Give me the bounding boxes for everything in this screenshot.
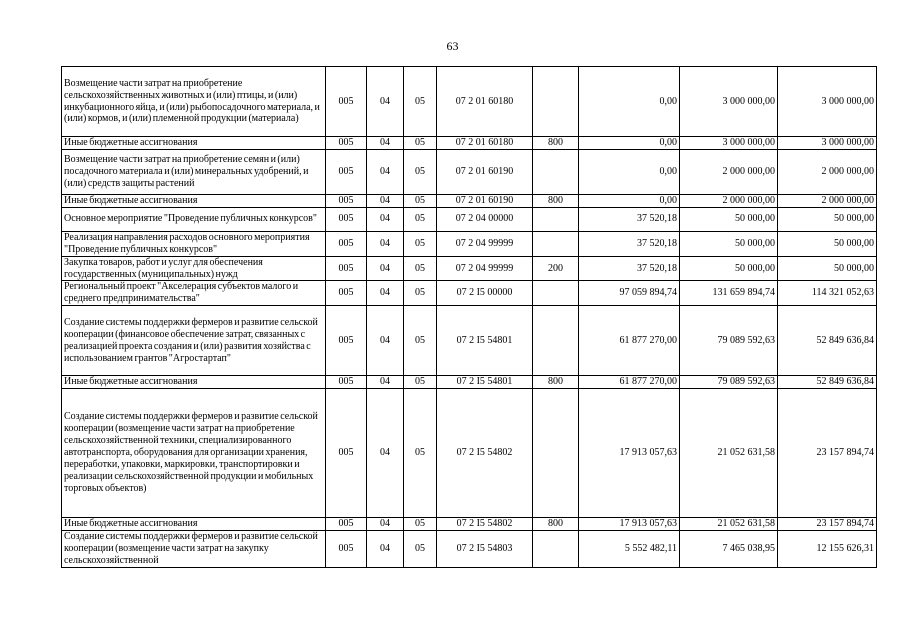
amount-year3-cell: 50 000,00 bbox=[778, 256, 877, 281]
amount-year1-cell: 0,00 bbox=[579, 194, 680, 207]
admin-code-cell: 005 bbox=[326, 137, 367, 150]
section-code-cell: 04 bbox=[367, 137, 404, 150]
table-row bbox=[62, 389, 877, 518]
admin-code-cell: 005 bbox=[326, 376, 367, 389]
subsection-code-cell: 05 bbox=[404, 256, 437, 281]
target-article-cell: 07 2 I5 54801 bbox=[437, 376, 533, 389]
target-article-cell: 07 2 I5 54802 bbox=[437, 518, 533, 531]
subsection-code-cell: 05 bbox=[404, 518, 437, 531]
page-number: 63 bbox=[446, 39, 459, 53]
expense-type-cell bbox=[533, 281, 579, 306]
admin-code-cell: 005 bbox=[326, 207, 367, 231]
expense-type-cell bbox=[533, 306, 579, 376]
amount-year3-cell: 12 155 626,31 bbox=[778, 531, 877, 568]
amount-year1-cell: 17 913 057,63 bbox=[579, 518, 680, 531]
budget-table bbox=[61, 66, 877, 568]
amount-year1-cell: 5 552 482,11 bbox=[579, 531, 680, 568]
amount-year2-cell: 21 052 631,58 bbox=[680, 518, 778, 531]
amount-year2-cell: 3 000 000,00 bbox=[680, 137, 778, 150]
expense-type-cell: 800 bbox=[533, 376, 579, 389]
admin-code-cell: 005 bbox=[326, 306, 367, 376]
section-code-cell: 04 bbox=[367, 281, 404, 306]
amount-year1-cell: 0,00 bbox=[579, 137, 680, 150]
amount-year3-cell: 52 849 636,84 bbox=[778, 376, 877, 389]
table-row bbox=[62, 256, 877, 281]
expense-type-cell: 800 bbox=[533, 194, 579, 207]
admin-code-cell: 005 bbox=[326, 389, 367, 518]
amount-year2-cell: 21 052 631,58 bbox=[680, 389, 778, 518]
admin-code-cell: 005 bbox=[326, 256, 367, 281]
target-article-cell: 07 2 01 60180 bbox=[437, 67, 533, 137]
amount-year1-cell: 37 520,18 bbox=[579, 231, 680, 256]
table-row bbox=[62, 518, 877, 531]
target-article-cell: 07 2 I5 54803 bbox=[437, 531, 533, 568]
amount-year1-cell: 97 059 894,74 bbox=[579, 281, 680, 306]
table-row bbox=[62, 207, 877, 231]
section-code-cell: 04 bbox=[367, 306, 404, 376]
subsection-code-cell: 05 bbox=[404, 531, 437, 568]
table-row bbox=[62, 149, 877, 194]
row-name-cell: Иные бюджетные ассигнования bbox=[62, 376, 326, 389]
amount-year2-cell: 79 089 592,63 bbox=[680, 376, 778, 389]
target-article-cell: 07 2 I5 54801 bbox=[437, 306, 533, 376]
subsection-code-cell: 05 bbox=[404, 149, 437, 194]
subsection-code-cell: 05 bbox=[404, 376, 437, 389]
target-article-cell: 07 2 01 60180 bbox=[437, 137, 533, 150]
section-code-cell: 04 bbox=[367, 518, 404, 531]
table-row bbox=[62, 531, 877, 568]
subsection-code-cell: 05 bbox=[404, 207, 437, 231]
amount-year3-cell: 114 321 052,63 bbox=[778, 281, 877, 306]
admin-code-cell: 005 bbox=[326, 231, 367, 256]
amount-year2-cell: 79 089 592,63 bbox=[680, 306, 778, 376]
expense-type-cell: 800 bbox=[533, 137, 579, 150]
subsection-code-cell: 05 bbox=[404, 306, 437, 376]
subsection-code-cell: 05 bbox=[404, 231, 437, 256]
section-code-cell: 04 bbox=[367, 231, 404, 256]
amount-year3-cell: 3 000 000,00 bbox=[778, 67, 877, 137]
section-code-cell: 04 bbox=[367, 207, 404, 231]
amount-year1-cell: 37 520,18 bbox=[579, 256, 680, 281]
amount-year1-cell: 0,00 bbox=[579, 149, 680, 194]
table-row bbox=[62, 281, 877, 306]
target-article-cell: 07 2 04 99999 bbox=[437, 256, 533, 281]
row-name-cell: Иные бюджетные ассигнования bbox=[62, 137, 326, 150]
amount-year2-cell: 50 000,00 bbox=[680, 231, 778, 256]
row-name-cell: Создание системы поддержки фермеров и развитие сельской кооперации (финансовое обеспечение затрат, связанных с реализацией проекта создания и (или) развития хозяйства с использованием грантов "Агростартап" bbox=[62, 306, 326, 376]
row-name-cell: Создание системы поддержки фермеров и развитие сельской кооперации (возмещение части затрат на приобретение сельскохозяйственной техники, специализированного автотранспорта, оборудования для организации хранения, переработки, упаковки, маркировки, транспортировки и реализации сельскохозяйственной продукции и мобильных торговых объектов) bbox=[62, 389, 326, 518]
admin-code-cell: 005 bbox=[326, 67, 367, 137]
amount-year1-cell: 17 913 057,63 bbox=[579, 389, 680, 518]
expense-type-cell bbox=[533, 531, 579, 568]
target-article-cell: 07 2 I5 00000 bbox=[437, 281, 533, 306]
row-name-cell: Закупка товаров, работ и услуг для обеспечения государственных (муниципальных) нужд bbox=[62, 256, 326, 281]
amount-year1-cell: 37 520,18 bbox=[579, 207, 680, 231]
admin-code-cell: 005 bbox=[326, 531, 367, 568]
section-code-cell: 04 bbox=[367, 67, 404, 137]
amount-year3-cell: 2 000 000,00 bbox=[778, 149, 877, 194]
amount-year3-cell: 50 000,00 bbox=[778, 207, 877, 231]
table-body bbox=[62, 67, 877, 568]
row-name-cell: Региональный проект "Акселерация субъектов малого и среднего предпринимательства" bbox=[62, 281, 326, 306]
row-name-cell: Создание системы поддержки фермеров и развитие сельской кооперации (возмещение части затрат на закупку сельскохозяйственной bbox=[62, 531, 326, 568]
subsection-code-cell: 05 bbox=[404, 67, 437, 137]
table-row bbox=[62, 376, 877, 389]
target-article-cell: 07 2 04 00000 bbox=[437, 207, 533, 231]
admin-code-cell: 005 bbox=[326, 149, 367, 194]
amount-year1-cell: 61 877 270,00 bbox=[579, 306, 680, 376]
admin-code-cell: 005 bbox=[326, 518, 367, 531]
section-code-cell: 04 bbox=[367, 376, 404, 389]
section-code-cell: 04 bbox=[367, 389, 404, 518]
amount-year3-cell: 2 000 000,00 bbox=[778, 194, 877, 207]
amount-year2-cell: 50 000,00 bbox=[680, 207, 778, 231]
expense-type-cell: 200 bbox=[533, 256, 579, 281]
expense-type-cell bbox=[533, 67, 579, 137]
subsection-code-cell: 05 bbox=[404, 389, 437, 518]
expense-type-cell bbox=[533, 207, 579, 231]
expense-type-cell bbox=[533, 389, 579, 518]
amount-year1-cell: 0,00 bbox=[579, 67, 680, 137]
section-code-cell: 04 bbox=[367, 256, 404, 281]
amount-year2-cell: 2 000 000,00 bbox=[680, 149, 778, 194]
admin-code-cell: 005 bbox=[326, 281, 367, 306]
amount-year3-cell: 52 849 636,84 bbox=[778, 306, 877, 376]
expense-type-cell: 800 bbox=[533, 518, 579, 531]
amount-year3-cell: 23 157 894,74 bbox=[778, 389, 877, 518]
subsection-code-cell: 05 bbox=[404, 281, 437, 306]
section-code-cell: 04 bbox=[367, 194, 404, 207]
table-row bbox=[62, 194, 877, 207]
row-name-cell: Иные бюджетные ассигнования bbox=[62, 194, 326, 207]
row-name-cell: Иные бюджетные ассигнования bbox=[62, 518, 326, 531]
table-row bbox=[62, 306, 877, 376]
table-row bbox=[62, 67, 877, 137]
section-code-cell: 04 bbox=[367, 149, 404, 194]
amount-year2-cell: 2 000 000,00 bbox=[680, 194, 778, 207]
target-article-cell: 07 2 01 60190 bbox=[437, 149, 533, 194]
expense-type-cell bbox=[533, 231, 579, 256]
amount-year2-cell: 131 659 894,74 bbox=[680, 281, 778, 306]
amount-year1-cell: 61 877 270,00 bbox=[579, 376, 680, 389]
amount-year3-cell: 3 000 000,00 bbox=[778, 137, 877, 150]
subsection-code-cell: 05 bbox=[404, 137, 437, 150]
row-name-cell: Возмещение части затрат на приобретение семян и (или) посадочного материала и (или) минеральных удобрений, и (или) средств защиты растений bbox=[62, 149, 326, 194]
amount-year2-cell: 3 000 000,00 bbox=[680, 67, 778, 137]
admin-code-cell: 005 bbox=[326, 194, 367, 207]
row-name-cell: Основное мероприятие "Проведение публичных конкурсов" bbox=[62, 207, 326, 231]
amount-year3-cell: 23 157 894,74 bbox=[778, 518, 877, 531]
target-article-cell: 07 2 I5 54802 bbox=[437, 389, 533, 518]
table-row bbox=[62, 137, 877, 150]
target-article-cell: 07 2 01 60190 bbox=[437, 194, 533, 207]
row-name-cell: Возмещение части затрат на приобретение сельскохозяйственных животных и (или) птицы, и (или) инкубационного яйца, и (или) рыбопосадочного материала, и (или) кормов, и (или) племенной продукции (материала) bbox=[62, 67, 326, 137]
target-article-cell: 07 2 04 99999 bbox=[437, 231, 533, 256]
section-code-cell: 04 bbox=[367, 531, 404, 568]
amount-year3-cell: 50 000,00 bbox=[778, 231, 877, 256]
row-name-cell: Реализация направления расходов основного мероприятия "Проведение публичных конкурсов" bbox=[62, 231, 326, 256]
expense-type-cell bbox=[533, 149, 579, 194]
table-row bbox=[62, 231, 877, 256]
amount-year2-cell: 50 000,00 bbox=[680, 256, 778, 281]
amount-year2-cell: 7 465 038,95 bbox=[680, 531, 778, 568]
subsection-code-cell: 05 bbox=[404, 194, 437, 207]
